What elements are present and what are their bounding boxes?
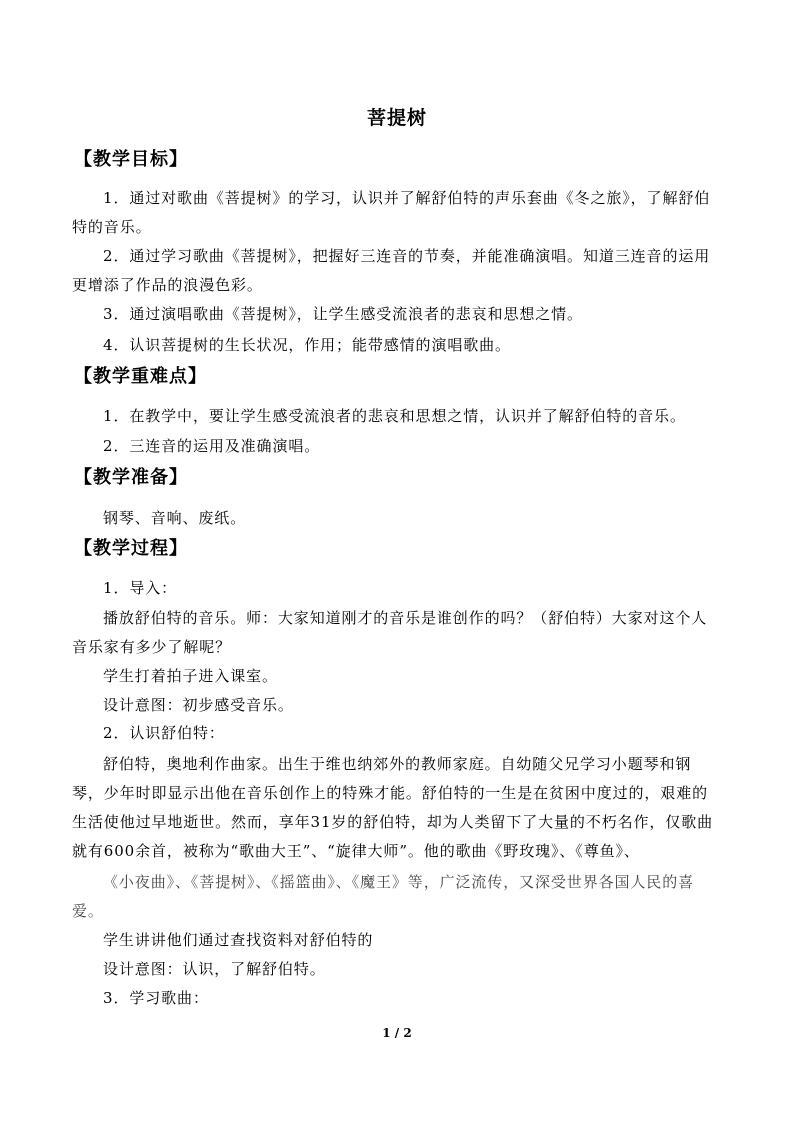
goal-item-1: 1．通过对歌曲《菩提树》的学习，认识并了解舒伯特的声乐套曲《冬之旅》，了解舒伯特的音乐。 xyxy=(72,189,711,236)
process-step-2: 2．认识舒伯特： xyxy=(103,724,225,742)
key-point-item-1: 1．在教学中，要让学生感受流浪者的悲哀和思想之情，认识并了解舒伯特的音乐。 xyxy=(103,407,686,425)
key-point-item-2: 2．三连音的运用及准确演唱。 xyxy=(103,437,321,455)
process-paragraph-students: 学生打着拍子进入课室。 xyxy=(103,667,278,685)
document-title: 菩提树 xyxy=(366,107,427,129)
section-heading-process: 【教学过程】 xyxy=(74,538,188,559)
goal-item-4: 4．认识菩提树的生长状况，作用；能带感情的演唱歌曲。 xyxy=(103,336,511,354)
process-design-intent-1: 设计意图：初步感受音乐。 xyxy=(103,696,294,714)
page-number: 1 / 2 xyxy=(382,1026,412,1040)
process-step-3: 3．学习歌曲： xyxy=(103,989,209,1007)
process-paragraph-research: 学生讲讲他们通过查找资料对舒伯特的 xyxy=(103,931,374,949)
goal-item-3: 3．通过演唱歌曲《菩提树》，让学生感受流浪者的悲哀和思想之情。 xyxy=(103,305,583,323)
process-step-1: 1．导入： xyxy=(103,579,178,597)
section-heading-goals: 【教学目标】 xyxy=(74,149,188,170)
process-paragraph-intro: 播放舒伯特的音乐。师：大家知道刚才的音乐是谁创作的吗？（舒伯特）大家对这个人音乐家有多少了解呢？ xyxy=(72,609,708,656)
goal-item-2: 2．通过学习歌曲《菩提树》，把握好三连音的节奏，并能准确演唱。知道三连音的运用更增添了作品的浪漫色彩。 xyxy=(72,247,711,294)
section-heading-preparation: 【教学准备】 xyxy=(74,467,188,488)
section-heading-key-points: 【教学重难点】 xyxy=(74,366,207,387)
process-paragraph-works: 《小夜曲》、《菩提树》、《摇篮曲》、《魔王》等，广泛流传，又深受世界各国人民的喜爱。 xyxy=(72,873,695,920)
process-paragraph-schubert: 舒伯特，奥地利作曲家。出生于维也纳郊外的教师家庭。自幼随父兄学习小题琴和钢琴，少年时即显示出他在音乐创作上的特殊才能。舒伯特的一生是在贫困中度过的，艰难的生活使他过早地逝世。然而，享年31岁的舒伯特，却为人类留下了大量的不朽名作，仅歌曲就有600余首，被称为“歌曲大王”、“旋律大师”。他的歌曲《野玫瑰》、《尊鱼》、 xyxy=(72,755,713,860)
process-design-intent-2: 设计意图：认识，了解舒伯特。 xyxy=(103,960,326,978)
preparation-text: 钢琴、音响、废纸。 xyxy=(103,509,247,527)
